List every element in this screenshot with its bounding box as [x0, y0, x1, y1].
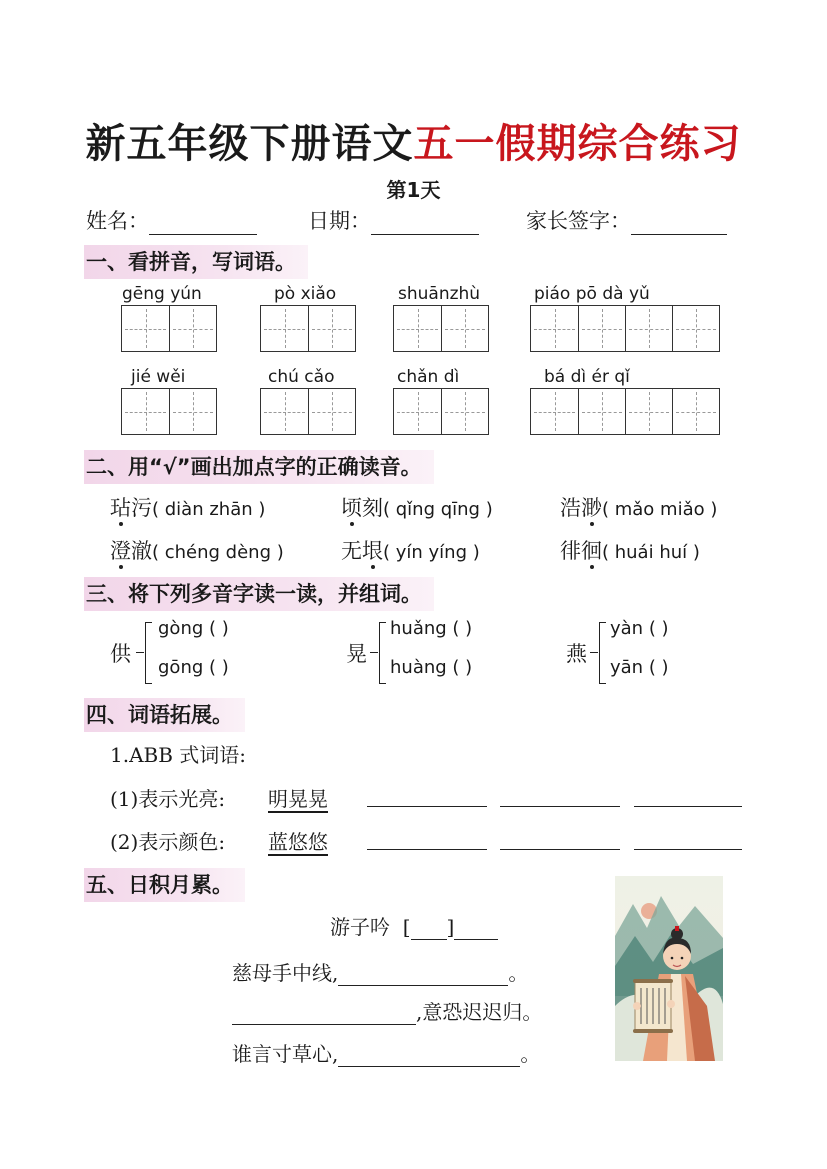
reading-item-4[interactable]: 澄澈( chéng dèng ): [110, 539, 284, 563]
brace-3: [599, 622, 606, 684]
reading-item-3[interactable]: 浩渺( mǎo miǎo ): [560, 496, 718, 520]
dynasty-blank[interactable]: [411, 939, 447, 940]
abb-q2-blank-3[interactable]: [634, 849, 742, 850]
abb-q1-blank-2[interactable]: [500, 806, 620, 807]
writing-grid-4[interactable]: [530, 305, 720, 352]
parent-sign-field[interactable]: 家长签字：: [526, 205, 727, 235]
writing-grid-5[interactable]: [121, 388, 217, 435]
writing-grid-8[interactable]: [530, 388, 720, 435]
polyphone-3-reading-1[interactable]: yàn ( ): [610, 618, 669, 639]
pinyin-7: chǎn dì: [397, 367, 460, 387]
pinyin-2: pò xiǎo: [274, 284, 337, 304]
pinyin-6: chú cǎo: [268, 367, 335, 387]
abb-q1-blank-1[interactable]: [367, 806, 487, 807]
polyphone-2-reading-1[interactable]: huǎng ( ): [390, 618, 473, 639]
scholar-illustration: [615, 876, 723, 1061]
abb-q1-example: 明晃晃: [268, 787, 328, 811]
brace-tick-1: [136, 652, 144, 653]
section-3-heading: 三、将下列多音字读一读，并组词。: [84, 577, 434, 611]
name-field[interactable]: 姓名：: [86, 205, 257, 235]
polyphone-char-1: 供: [110, 642, 131, 666]
brace-tick-2: [370, 652, 378, 653]
scholar-illustration-svg: [615, 876, 723, 1061]
writing-grid-6[interactable]: [260, 388, 356, 435]
polyphone-char-2: 晃: [346, 642, 367, 666]
reading-item-5[interactable]: 无垠( yín yíng ): [341, 539, 480, 563]
author-blank[interactable]: [454, 939, 498, 940]
name-line[interactable]: [149, 234, 257, 235]
pinyin-1: gēng yún: [122, 284, 202, 304]
pinyin-5: jié wěi: [131, 367, 186, 387]
poem-line-3-blank[interactable]: [338, 1066, 520, 1067]
brace-1: [145, 622, 152, 684]
writing-grid-7[interactable]: [393, 388, 489, 435]
polyphone-3-reading-2[interactable]: yān ( ): [610, 657, 669, 678]
abb-q1-label: (1)表示光亮:: [110, 787, 226, 811]
poem-line-3: 谁言寸草心, 。: [232, 1042, 541, 1066]
polyphone-1-reading-1[interactable]: gòng ( ): [158, 618, 229, 639]
date-line[interactable]: [371, 234, 479, 235]
reading-item-6[interactable]: 徘徊( huái huí ): [560, 539, 700, 563]
abb-q2-blank-1[interactable]: [367, 849, 487, 850]
day-label: 第1天: [386, 178, 441, 202]
section-1-heading: 一、看拼音，写词语。: [84, 245, 308, 279]
section-4-heading: 四、词语拓展。: [84, 698, 245, 732]
writing-grid-3[interactable]: [393, 305, 489, 352]
abb-q1-blank-3[interactable]: [634, 806, 742, 807]
pinyin-4: piáo pō dà yǔ: [534, 284, 650, 304]
polyphone-2-reading-2[interactable]: huàng ( ): [390, 657, 473, 678]
title-red: 五一假期综合练习: [413, 121, 742, 167]
title-black: 新五年级下册语文: [85, 121, 414, 167]
brace-tick-3: [590, 652, 598, 653]
abb-label: 1.ABB 式词语:: [110, 743, 247, 767]
reading-item-2[interactable]: 顷刻( qǐng qīng ): [341, 496, 493, 520]
parent-sign-line[interactable]: [631, 234, 727, 235]
reading-item-1[interactable]: 玷污( diàn zhān ): [110, 496, 266, 520]
polyphone-char-3: 燕: [566, 642, 587, 666]
abb-q2-label: (2)表示颜色:: [110, 830, 226, 854]
abb-q2-example: 蓝悠悠: [268, 830, 328, 854]
pinyin-3: shuānzhù: [398, 284, 481, 304]
section-2-heading: 二、用“√”画出加点字的正确读音。: [84, 450, 434, 484]
poem-title-row: 游子吟 [ ]: [330, 911, 498, 940]
poem-line-1-blank[interactable]: [338, 985, 508, 986]
date-field[interactable]: 日期：: [308, 205, 479, 235]
writing-grid-1[interactable]: [121, 305, 217, 352]
poem-title: 游子吟: [330, 915, 390, 939]
brace-2: [379, 622, 386, 684]
page-title: [0, 112, 827, 169]
abb-q2-blank-2[interactable]: [500, 849, 620, 850]
polyphone-1-reading-2[interactable]: gōng ( ): [158, 657, 229, 678]
poem-line-1: 慈母手中线, 。: [232, 961, 529, 985]
poem-line-2: ,意恐迟迟归。: [232, 996, 542, 1025]
poem-line-2-blank[interactable]: [232, 1024, 416, 1025]
section-5-heading: 五、日积月累。: [84, 868, 245, 902]
writing-grid-2[interactable]: [260, 305, 356, 352]
pinyin-8: bá dì ér qǐ: [544, 367, 630, 387]
